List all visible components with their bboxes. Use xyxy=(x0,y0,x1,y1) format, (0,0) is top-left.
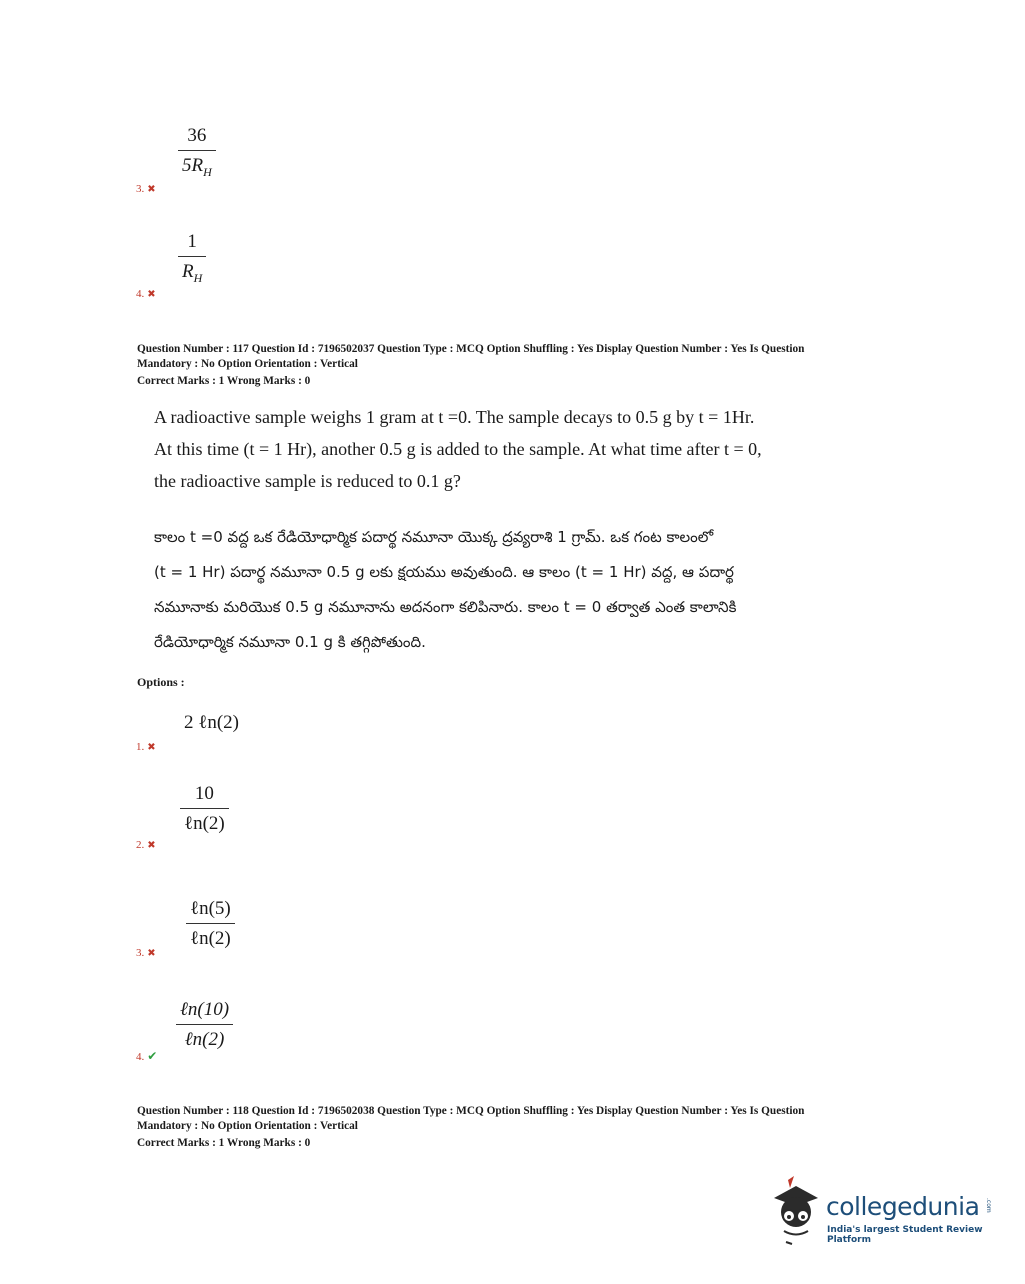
meta-line-1: Question Number : 117 Question Id : 7196502037 Question Type : MCQ Option Shuffling : Yes Display Question Number : Yes Is Question xyxy=(137,343,805,355)
wrong-mark-icon: ✖ xyxy=(147,840,156,851)
option-4-number: 4. ✔ xyxy=(136,1049,158,1063)
text-line: (t = 1 Hr) పదార్థ నమూనా 0.5 g లకు క్షయము అవుతుంది. ఆ కాలం (t = 1 Hr) వద్ద, ఆ పదార్థ xyxy=(154,563,734,581)
text-line: రేడియోధార్మిక నమూనా 0.1 g కి తగ్గిపోతుంది. xyxy=(154,633,426,651)
text-line: కాలం t =0 వద్ద ఒక రేడియోధార్మిక పదార్థ నమూనా యొక్క ద్రవ్యరాశి 1 గ్రామ్. ఒక గంట కాలంలో xyxy=(154,528,714,546)
options-label: Options : xyxy=(137,675,185,689)
meta-line-2: Mandatory : No Option Orientation : Vertical xyxy=(137,358,358,370)
fraction-denominator: $R_H$ xyxy=(178,256,206,284)
fraction-numerator: ℓn(10) xyxy=(180,999,230,1020)
prev-option-4-number: 4. ✖ xyxy=(136,288,156,300)
wrong-mark-icon: ✖ xyxy=(147,184,156,195)
wrong-mark-icon: ✖ xyxy=(147,289,156,300)
option-4-fraction xyxy=(176,1000,233,1049)
option-1-expression: 2 ℓn(2) xyxy=(184,712,240,733)
fraction-denominator: $5R_H$ xyxy=(178,150,216,178)
fraction-denominator: ℓn(2) xyxy=(186,923,235,948)
text-line: నమూనాకు మరియొక 0.5 g నమూనాను అదనంగా కలిపినారు. కాలం t = 0 తర్వాత ఎంత కాలానికి xyxy=(154,598,737,616)
option-2-number: 2. ✖ xyxy=(136,839,156,851)
marks-line: Correct Marks : 1 Wrong Marks : 0 xyxy=(137,375,311,387)
text-line: A radioactive sample weighs 1 gram at t =0. The sample decays to 0.5 g by t = 1Hr. xyxy=(154,407,755,427)
wrong-mark-icon: ✖ xyxy=(147,742,156,753)
logo-wordmark: collegedunia xyxy=(826,1192,980,1221)
question-117-text-english xyxy=(154,401,834,497)
fraction-numerator: 1 xyxy=(187,231,197,252)
fraction-numerator: 36 xyxy=(187,125,207,146)
marks-line: Correct Marks : 1 Wrong Marks : 0 xyxy=(137,1137,311,1149)
prev-option-3-fraction xyxy=(178,126,216,178)
option-3-number: 3. ✖ xyxy=(136,947,156,959)
meta-line-2: Mandatory : No Option Orientation : Vertical xyxy=(137,1120,358,1132)
question-118-meta xyxy=(137,1104,897,1151)
text-line: At this time (t = 1 Hr), another 0.5 g is added to the sample. At what time after t = 0, xyxy=(154,439,762,459)
meta-line-1: Question Number : 118 Question Id : 7196502038 Question Type : MCQ Option Shuffling : Yes Display Question Number : Yes Is Question xyxy=(137,1105,805,1117)
fraction-numerator: 10 xyxy=(194,783,214,804)
wrong-mark-icon: ✖ xyxy=(147,948,156,959)
check-mark-icon: ✔ xyxy=(147,1049,158,1063)
fraction-numerator: ℓn(5) xyxy=(190,898,231,919)
option-1-number: 1. ✖ xyxy=(136,741,156,753)
fraction-denominator: ℓn(2) xyxy=(180,808,229,833)
mascot-icon xyxy=(766,1176,824,1246)
option-3-fraction xyxy=(186,899,235,948)
prev-option-3-number: 3. ✖ xyxy=(136,183,156,195)
question-117-meta xyxy=(137,342,897,389)
fraction-denominator: ℓn(2) xyxy=(176,1024,233,1049)
logo-tagline: India's largest Student Review Platform xyxy=(827,1225,983,1245)
collegedunia-logo xyxy=(766,1176,996,1246)
logo-tld: .com xyxy=(985,1198,992,1213)
prev-option-4-fraction xyxy=(178,232,206,284)
question-117-text-telugu xyxy=(154,520,834,660)
text-line: the radioactive sample is reduced to 0.1 g? xyxy=(154,471,461,491)
option-2-fraction xyxy=(180,784,229,833)
